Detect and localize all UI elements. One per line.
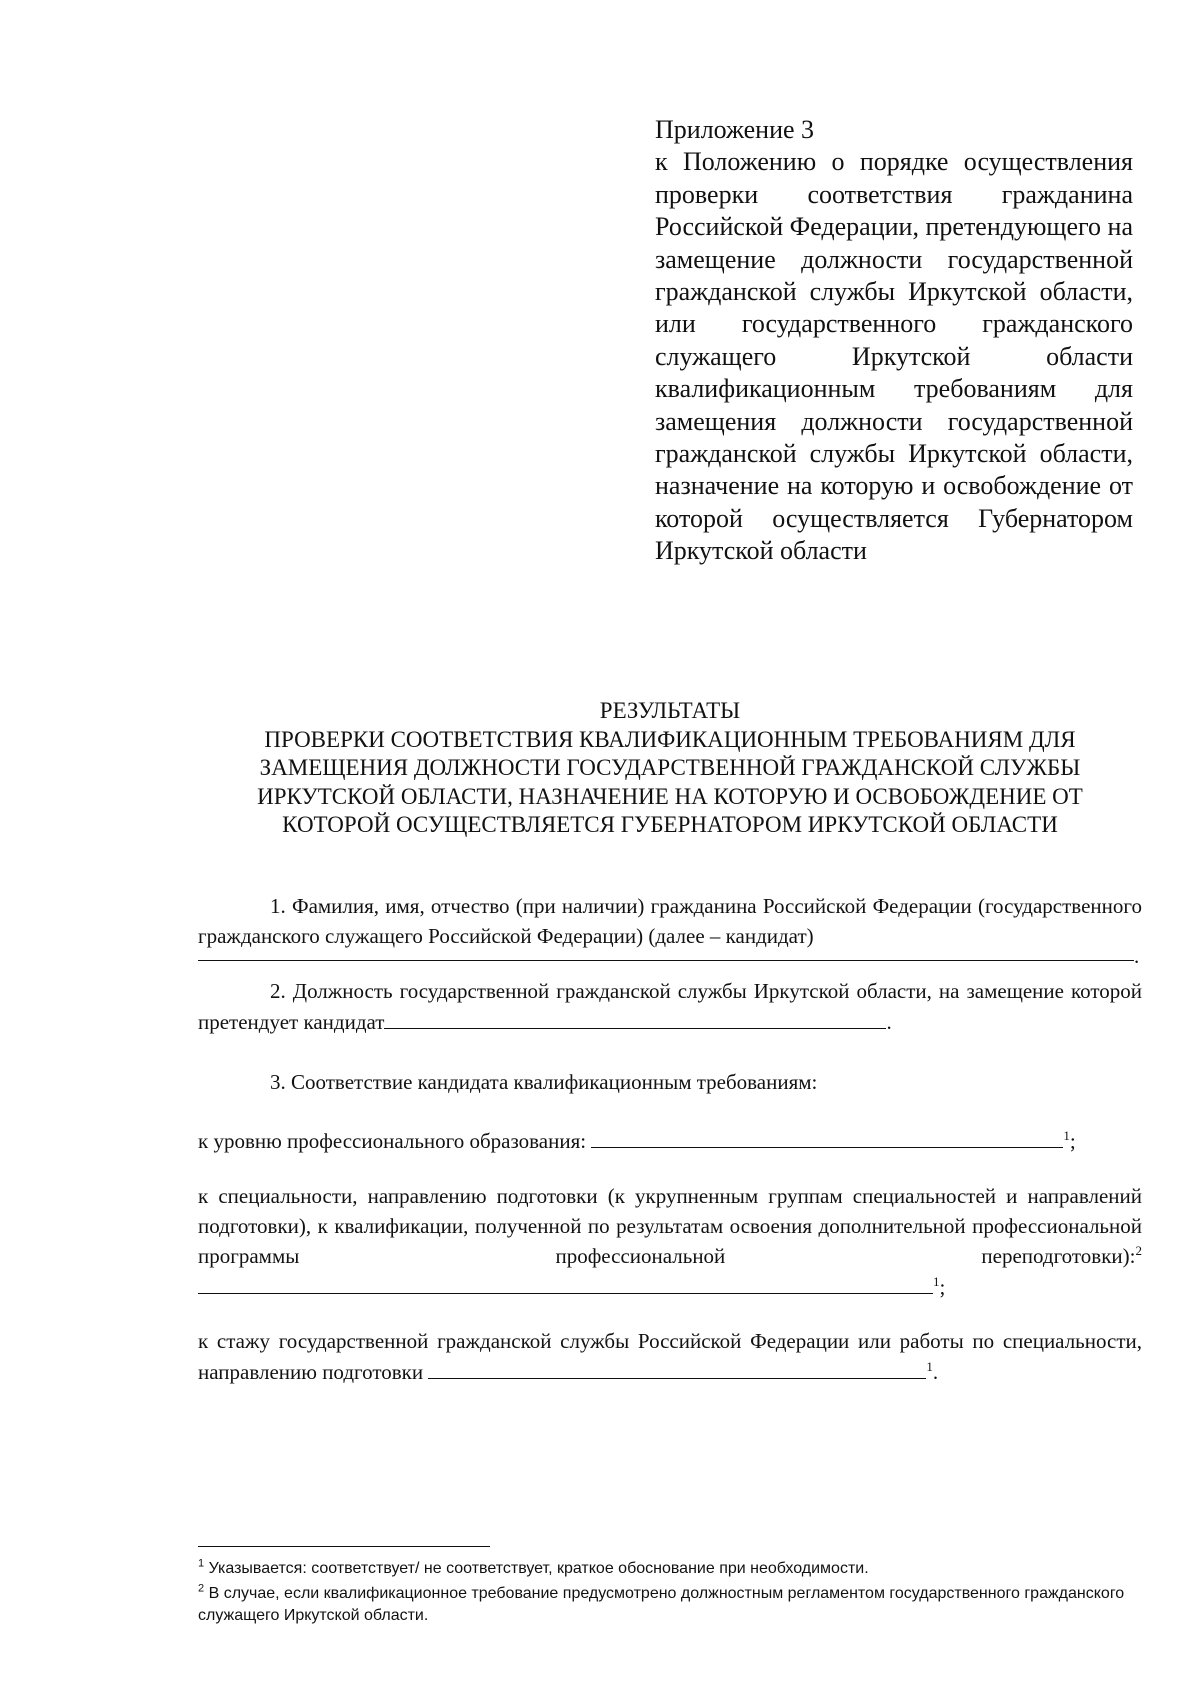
footnote-ref: 1: [933, 1274, 940, 1289]
req-experience-paragraph: [198, 1326, 1142, 1387]
req-experience-label: к стажу государственной гражданской службы Российской Федерации или работы по специальности, направлению подготовки: [198, 1329, 1142, 1384]
item-2-period: .: [886, 1010, 892, 1034]
footnote-ref-2: 2: [1135, 1243, 1142, 1258]
footnote-mark: 1: [198, 1557, 205, 1570]
item-3-text: 3. Соответствие кандидата квалификационным требованиям:: [270, 1070, 818, 1094]
req-experience-answer-line[interactable]: [428, 1356, 926, 1379]
appendix-body: к Положению о порядке осуществления проверки соответствия гражданина Российской Федерации, претендующего на замещение должности государственной гражданской службы Иркутской области, или государственного гражданского служащего Иркутской области квалификационным требованиям для замещения должности государственной гражданской службы Иркутской области, назначение на которую и освобождение от которой осуществляется Губернатором Иркутской области: [655, 147, 1133, 566]
title-line: РЕЗУЛЬТАТЫ: [599, 698, 741, 723]
item-1-period: .: [1134, 944, 1140, 968]
footnote-separator: [198, 1546, 490, 1547]
footnote-text: Указывается: соответствует/ не соответствует, краткое обоснование при необходимости.: [208, 1560, 869, 1577]
req-experience-period: .: [932, 1360, 939, 1384]
req-education-answer-line[interactable]: [591, 1125, 1063, 1148]
footnote-2: [198, 1583, 1142, 1627]
item-2-answer-line[interactable]: [384, 1006, 886, 1029]
appendix-title: Приложение 3: [655, 115, 815, 144]
req-specialty-semicolon: ;: [939, 1275, 946, 1299]
title-line: ПРОВЕРКИ СООТВЕТСТВИЯ КВАЛИФИКАЦИОННЫМ ТРЕБОВАНИЯМ ДЛЯ: [264, 726, 1076, 752]
footnote-mark: 2: [198, 1582, 205, 1595]
req-education-semicolon: ;: [1069, 1129, 1076, 1153]
title-line: ИРКУТСКОЙ ОБЛАСТИ, НАЗНАЧЕНИЕ НА КОТОРУЮ И ОСВОБОЖДЕНИЕ ОТ: [257, 783, 1083, 809]
req-education-paragraph: [198, 1125, 1142, 1156]
title-line: КОТОРОЙ ОСУЩЕСТВЛЯЕТСЯ ГУБЕРНАТОРОМ ИРКУТСКОЙ ОБЛАСТИ: [282, 812, 1058, 837]
item-1-answer-line[interactable]: [198, 960, 1134, 961]
footnote-ref: 1: [926, 1359, 933, 1374]
footnote-text: В случае, если квалификационное требование предусмотрено должностным регламентом государственного гражданского служащего Иркутской области.: [198, 1585, 1125, 1624]
title-line: ЗАМЕЩЕНИЯ ДОЛЖНОСТИ ГОСУДАРСТВЕННОЙ ГРАЖДАНСКОЙ СЛУЖБЫ: [259, 755, 1081, 780]
appendix-block: [655, 114, 1133, 568]
req-education-label: к уровню профессионального образования:: [198, 1129, 587, 1153]
req-specialty-label: к специальности, направлению подготовки (к укрупненным группам специальностей и направлений подготовки), к квалификации, полученной по результатам освоения дополнительной профессиональной программы профессиональной переподготовки):: [198, 1184, 1142, 1268]
footnote-1: [198, 1558, 1142, 1580]
req-specialty-paragraph: [198, 1181, 1142, 1302]
item-2-text: 2. Должность государственной гражданской службы Иркутской области, на замещение которой претендует кандидат: [198, 979, 1142, 1034]
document-title: [195, 697, 1145, 840]
item-2-paragraph: [198, 976, 1142, 1037]
item-1-text: 1. Фамилия, имя, отчество (при наличии) гражданина Российской Федерации (государственного гражданского служащего Российской Федерации) (далее – кандидат): [198, 894, 1142, 948]
req-specialty-answer-line[interactable]: [198, 1271, 933, 1294]
footnote-ref: 1: [1063, 1128, 1070, 1143]
